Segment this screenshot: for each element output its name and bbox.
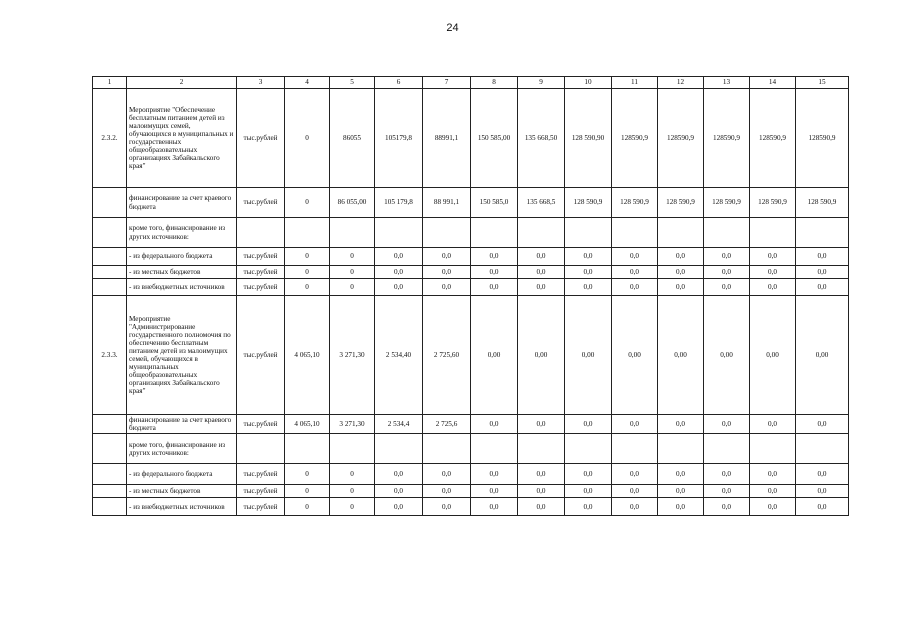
value-cell: 135 668,5 [518,188,565,218]
value-cell: 4 065,10 [285,415,330,434]
budget-table [92,76,849,516]
value-cell [704,218,750,248]
value-cell: 0,0 [704,266,750,279]
value-cell: 0,0 [423,485,471,498]
value-cell: 0,0 [750,279,796,296]
page-number: 24 [446,22,459,34]
value-cell: 0,0 [658,498,704,516]
table-row [93,218,849,248]
item-name-cell: финансирование за счет краевого бюджета [127,415,237,434]
value-cell [471,434,518,464]
table-header-row [93,77,849,89]
value-cell: 0,0 [796,485,849,498]
item-number-cell [93,188,127,218]
value-cell: 0,0 [518,266,565,279]
value-cell: 0,0 [658,266,704,279]
value-cell: 0,0 [750,248,796,266]
table-row [93,296,849,415]
value-cell [750,218,796,248]
value-cell: 0,0 [518,248,565,266]
column-number-cell: 11 [612,77,658,89]
table-row [93,485,849,498]
value-cell: 128590,9 [658,89,704,188]
value-cell: 0,0 [704,498,750,516]
item-number-cell: 2.3.3. [93,296,127,415]
table-row [93,89,849,188]
value-cell: 3 271,30 [330,296,375,415]
value-cell: 0 [330,464,375,485]
value-cell: 0,0 [612,415,658,434]
value-cell: 0,0 [423,464,471,485]
value-cell: 0 [285,464,330,485]
value-cell: 0 [285,248,330,266]
unit-cell: тыс.рублей [237,248,285,266]
value-cell: 0,0 [375,464,423,485]
value-cell: 0 [285,188,330,218]
value-cell: 0,0 [750,485,796,498]
value-cell: 0,0 [565,279,612,296]
unit-cell: тыс.рублей [237,485,285,498]
value-cell: 0,0 [612,266,658,279]
value-cell: 0,00 [518,296,565,415]
column-number-cell: 12 [658,77,704,89]
unit-cell: тыс.рублей [237,266,285,279]
table-row [93,415,849,434]
item-number-cell [93,464,127,485]
column-number-cell: 9 [518,77,565,89]
column-number-cell: 4 [285,77,330,89]
value-cell: 0,0 [423,279,471,296]
value-cell: 0,0 [658,485,704,498]
value-cell [796,218,849,248]
unit-cell: тыс.рублей [237,498,285,516]
value-cell [565,434,612,464]
value-cell: 0,0 [471,266,518,279]
value-cell: 0,0 [565,485,612,498]
value-cell: 0,00 [471,296,518,415]
value-cell: 0,0 [565,498,612,516]
value-cell: 2 534,40 [375,296,423,415]
value-cell: 0,0 [518,415,565,434]
value-cell: 0,0 [518,485,565,498]
value-cell: 0,0 [796,464,849,485]
value-cell: 128 590,90 [565,89,612,188]
value-cell: 128590,9 [704,89,750,188]
value-cell [796,434,849,464]
value-cell: 0,0 [471,464,518,485]
value-cell: 0,0 [612,485,658,498]
value-cell: 0,00 [612,296,658,415]
value-cell: 0,0 [612,498,658,516]
item-name-cell: финансирование за счет краевого бюджета [127,188,237,218]
column-number-cell: 15 [796,77,849,89]
value-cell: 0,0 [796,248,849,266]
value-cell: 0 [330,498,375,516]
value-cell: 0,0 [565,266,612,279]
value-cell [423,218,471,248]
value-cell [750,434,796,464]
value-cell: 0,0 [704,248,750,266]
value-cell: 0,0 [612,279,658,296]
value-cell: 128590,9 [750,89,796,188]
value-cell: 135 668,50 [518,89,565,188]
value-cell: 0,00 [565,296,612,415]
table-row [93,279,849,296]
value-cell: 0,0 [750,498,796,516]
value-cell: 0 [330,279,375,296]
item-name-cell: - из местных бюджетов [127,485,237,498]
item-name-cell: - из федерального бюджета [127,464,237,485]
value-cell: 0,0 [423,498,471,516]
value-cell [704,434,750,464]
value-cell: 0 [285,485,330,498]
column-number-cell: 3 [237,77,285,89]
item-number-cell [93,485,127,498]
value-cell: 0,0 [658,248,704,266]
value-cell: 0 [330,485,375,498]
value-cell: 0,0 [658,279,704,296]
value-cell: 128 590,9 [612,188,658,218]
value-cell: 128 590,9 [750,188,796,218]
item-name-cell: Мероприятие "Обеспечение бесплатным питанием детей из малоимущих семей, обучающихся в муниципальных и государственных общеобразовательных организациях Забайкальского края" [127,89,237,188]
value-cell [518,434,565,464]
column-number-cell: 6 [375,77,423,89]
value-cell: 0,0 [375,485,423,498]
value-cell: 0,0 [796,498,849,516]
value-cell: 88 991,1 [423,188,471,218]
value-cell: 0,0 [565,248,612,266]
unit-cell [237,434,285,464]
value-cell: 0,00 [796,296,849,415]
value-cell: 0,0 [423,266,471,279]
column-number-cell: 14 [750,77,796,89]
value-cell [285,434,330,464]
item-number-cell [93,248,127,266]
value-cell: 105179,8 [375,89,423,188]
item-number-cell [93,434,127,464]
value-cell [285,218,330,248]
value-cell [330,218,375,248]
value-cell: 2 725,6 [423,415,471,434]
item-number-cell: 2.3.2. [93,89,127,188]
value-cell: 0,0 [658,415,704,434]
value-cell: 0 [285,498,330,516]
value-cell: 0,0 [375,266,423,279]
value-cell [612,434,658,464]
column-number-cell: 7 [423,77,471,89]
value-cell: 0,0 [565,415,612,434]
value-cell: 150 585,0 [471,188,518,218]
value-cell: 128 590,9 [796,188,849,218]
value-cell [612,218,658,248]
item-name-cell: - из внебюджетных источников [127,498,237,516]
value-cell: 0,0 [565,464,612,485]
table-row [93,464,849,485]
item-name-cell: - из федерального бюджета [127,248,237,266]
value-cell [423,434,471,464]
value-cell: 0,0 [704,415,750,434]
value-cell: 128590,9 [612,89,658,188]
unit-cell: тыс.рублей [237,89,285,188]
value-cell: 3 271,30 [330,415,375,434]
value-cell: 0 [285,266,330,279]
item-name-cell: - из внебюджетных источников [127,279,237,296]
value-cell [565,218,612,248]
value-cell: 0,0 [471,498,518,516]
value-cell [471,218,518,248]
value-cell: 88991,1 [423,89,471,188]
value-cell: 4 065,10 [285,296,330,415]
value-cell: 0,0 [750,266,796,279]
value-cell [518,218,565,248]
value-cell: 150 585,00 [471,89,518,188]
value-cell: 0,0 [704,485,750,498]
value-cell: 128 590,9 [704,188,750,218]
value-cell: 0 [285,279,330,296]
item-number-cell [93,218,127,248]
value-cell: 0,00 [750,296,796,415]
value-cell: 0,0 [750,415,796,434]
unit-cell [237,218,285,248]
value-cell [375,218,423,248]
table-row [93,434,849,464]
value-cell: 2 725,60 [423,296,471,415]
value-cell: 0,0 [471,485,518,498]
value-cell: 86055 [330,89,375,188]
table-row [93,498,849,516]
value-cell: 0,0 [704,279,750,296]
value-cell: 0,0 [658,464,704,485]
value-cell: 86 055,00 [330,188,375,218]
unit-cell: тыс.рублей [237,464,285,485]
value-cell: 128590,9 [796,89,849,188]
item-number-cell [93,279,127,296]
column-number-cell: 10 [565,77,612,89]
value-cell: 0,00 [658,296,704,415]
item-name-cell: кроме того, финансирование из других источников: [127,218,237,248]
value-cell: 0,0 [704,464,750,485]
value-cell: 0,0 [796,279,849,296]
column-number-cell: 5 [330,77,375,89]
value-cell: 105 179,8 [375,188,423,218]
value-cell [658,218,704,248]
value-cell: 0,0 [375,248,423,266]
item-name-cell: - из местных бюджетов [127,266,237,279]
value-cell: 128 590,9 [565,188,612,218]
value-cell: 0,0 [471,415,518,434]
value-cell: 0,0 [518,279,565,296]
value-cell [330,434,375,464]
value-cell: 0,0 [471,279,518,296]
item-number-cell [93,498,127,516]
column-number-cell: 2 [127,77,237,89]
item-name-cell: кроме того, финансирование из других источников: [127,434,237,464]
table-row [93,188,849,218]
value-cell: 0,0 [518,464,565,485]
table-row [93,266,849,279]
column-number-cell: 13 [704,77,750,89]
table-row [93,248,849,266]
value-cell: 0 [330,248,375,266]
value-cell: 2 534,4 [375,415,423,434]
value-cell: 0 [330,266,375,279]
value-cell: 0,0 [612,464,658,485]
value-cell: 0,00 [704,296,750,415]
value-cell: 0,0 [375,498,423,516]
value-cell: 128 590,9 [658,188,704,218]
value-cell: 0,0 [750,464,796,485]
value-cell: 0,0 [423,248,471,266]
value-cell: 0,0 [471,248,518,266]
item-name-cell: Мероприятие "Администрирование государственного полномочия по обеспечению бесплатным питанием детей из малоимущих семей, обучающихся в муниципальных общеобразовательных организациях Забайкальского края" [127,296,237,415]
unit-cell: тыс.рублей [237,415,285,434]
unit-cell: тыс.рублей [237,296,285,415]
value-cell: 0,0 [518,498,565,516]
column-number-cell: 1 [93,77,127,89]
value-cell: 0 [285,89,330,188]
value-cell: 0,0 [375,279,423,296]
item-number-cell [93,415,127,434]
unit-cell: тыс.рублей [237,188,285,218]
value-cell: 0,0 [796,266,849,279]
value-cell [658,434,704,464]
value-cell: 0,0 [796,415,849,434]
item-number-cell [93,266,127,279]
unit-cell: тыс.рублей [237,279,285,296]
column-number-cell: 8 [471,77,518,89]
value-cell: 0,0 [612,248,658,266]
value-cell [375,434,423,464]
